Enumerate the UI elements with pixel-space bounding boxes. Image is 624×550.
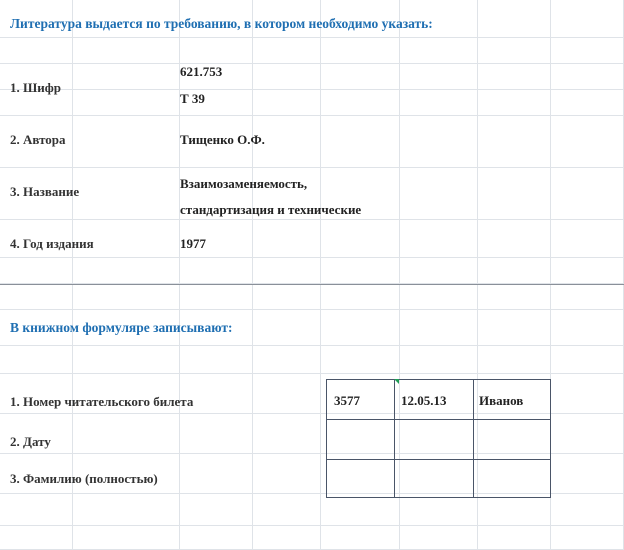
section-divider: [0, 284, 624, 285]
row-value-shifr-1: 621.753: [180, 64, 223, 79]
cell-selection-marker-icon: [394, 379, 399, 384]
form-value-ticket-number[interactable]: 3577: [334, 393, 360, 408]
row-value-year: 1977: [180, 236, 206, 251]
form-table-row-sep-1: [326, 419, 551, 420]
row-value-shifr-2: Т 39: [180, 91, 205, 106]
form-table-row-sep-2: [326, 459, 551, 460]
row-value-title-1: Взаимозаменяемость,: [180, 176, 308, 191]
row-value-author: Тищенко О.Ф.: [180, 132, 265, 147]
section1-heading: Литература выдается по требованию, в котором необходимо указать:: [10, 16, 433, 31]
row-label-year: 4. Год издания: [10, 236, 94, 251]
form-value-date[interactable]: 12.05.13: [401, 393, 447, 408]
row-value-title-2: стандартизация и технические: [180, 202, 362, 217]
form-value-surname[interactable]: Иванов: [479, 393, 524, 408]
row-label-ticket: 1. Номер читательского билета: [10, 394, 194, 409]
row-label-author: 2. Автора: [10, 132, 66, 147]
row-label-date: 2. Дату: [10, 434, 51, 449]
form-table-col-sep-1: [394, 379, 395, 498]
form-table-col-sep-2: [473, 379, 474, 498]
row-label-surname: 3. Фамилию (полностью): [10, 471, 158, 486]
row-label-title: 3. Название: [10, 184, 80, 199]
section2-heading: В книжном формуляре записывают:: [10, 320, 233, 335]
row-label-shifr: 1. Шифр: [10, 80, 61, 95]
